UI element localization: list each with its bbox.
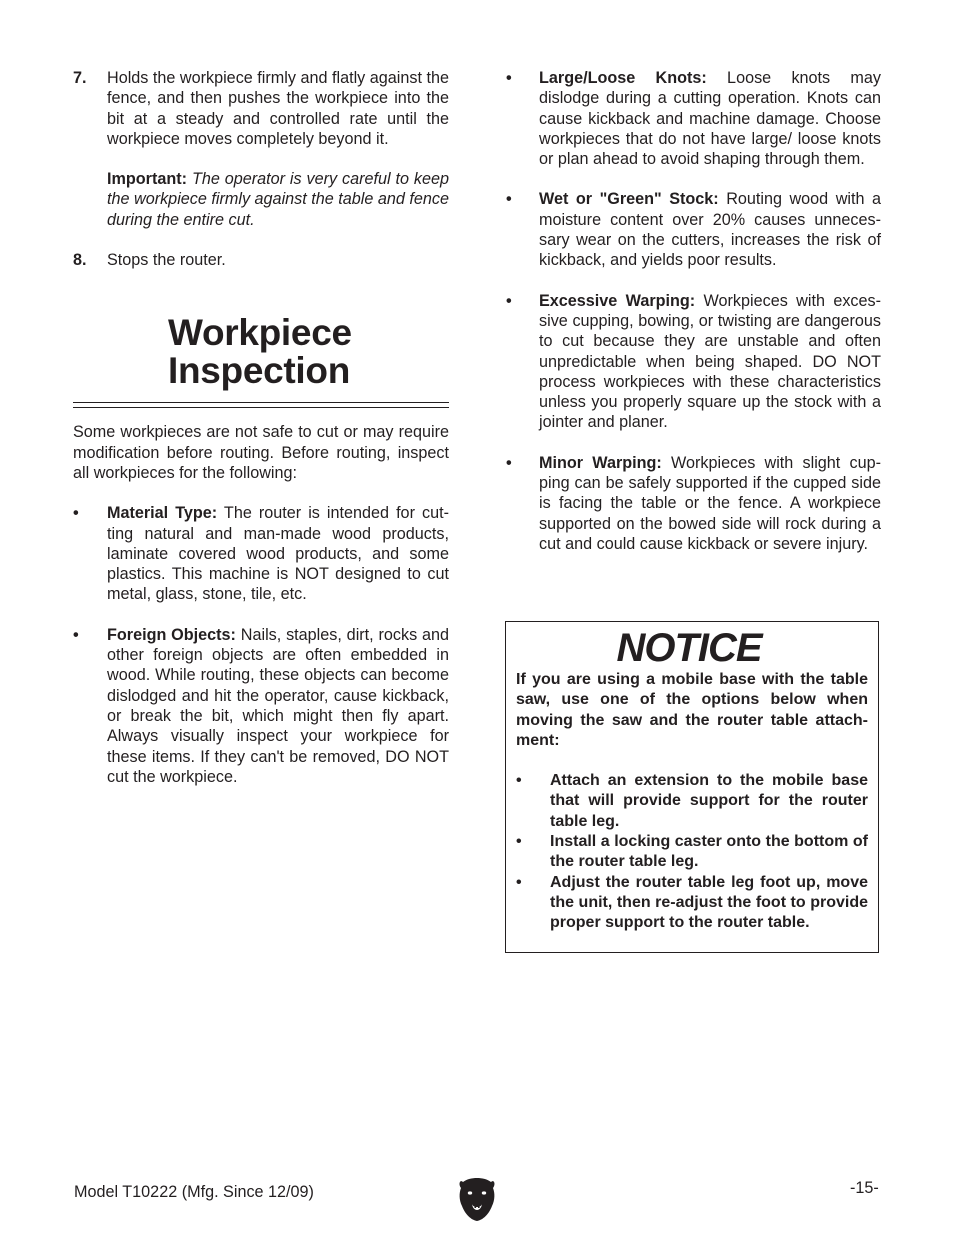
notice-box [505,621,879,953]
notice-list-item-text: Attach an extension to the mobile base that will provide support for the router table leg. [550,772,868,830]
important-label: Important: [107,170,188,189]
notice-list-item [516,771,868,832]
notice-list-item [516,873,868,934]
notice-list-item-text: Install a locking caster onto the bottom of the router table leg. [550,833,868,871]
step-8 [73,250,449,270]
list-item-label: Large/Loose Knots: [539,69,707,87]
step-text: Holds the workpiece firmly and flatly against the fence, and then pushes the workpiece into the bit at a steady and controlled rate until the workpiece moves completely beyond it. [107,69,449,148]
step-text: Stops the router. [107,251,226,270]
notice-list-item-text: Adjust the router table leg foot up, move the unit, then re-adjust the foot to provide proper support to the router table. [550,873,868,932]
bullet-icon: • [506,291,512,310]
bullet-icon: • [516,873,522,891]
notice-title: NOTICE [616,626,762,670]
list-item [73,625,449,787]
list-item-text: The router is intended for cutting natural and man-made wood products, laminate covered wood products, and some plastics. This machine is NOT designed to cut metal, glass, stone, tile, etc. [107,504,449,604]
list-item-text: Workpieces with excessive cupping, bowing, or twisting are dangerous to cut because they are unstable and often unpredictable when being shaped. DO NOT process workpieces with these characteristics unless you properly square up the stock with a jointer and planer. [539,291,881,432]
list-item [506,189,881,270]
list-item-text: Routing wood with a moisture content over 20% causes unnecessary wear on the cutters, increases the risk of kickback, and yields poor results. [539,190,881,270]
bullet-icon: • [506,69,512,87]
important-note [73,169,449,230]
list-item-text: Loose knots may dislodge during a cutting operation. Knots can cause kickback and machine damage. Choose workpieces that do not have large/ loose knots or plan ahead to avoid shaping through them. [539,69,881,169]
section-heading [168,314,449,390]
list-item [506,68,881,169]
bullet-icon: • [516,772,522,790]
heading-line: Inspection [168,350,351,392]
list-item [73,503,449,604]
step-number: 7. [73,69,87,87]
notice-text: If you are using a mobile base with the table saw, use one of the options below when moving the saw and the router table attachment: [516,671,868,749]
intro-paragraph: Some workpieces are not safe to cut or may require modification before routing. Before routing, inspect all workpieces for the following: [73,423,449,482]
list-item-label: Wet or "Green" Stock: [539,190,719,209]
list-item [506,291,881,433]
bear-head-logo-icon [458,1178,496,1222]
notice-list [516,771,868,933]
notice-list-item [516,832,868,873]
heading-line: Workpiece [168,312,352,354]
list-item-text: Workpieces with slight cupping can be safely supported if the cupped side is facing the table or the fence. A workpiece supported on the bowed side will rock during a cut and could cause kickback or severe injury. [539,453,881,553]
list-item [506,453,881,554]
step-7 [73,68,449,149]
page-number: -15- [850,1179,879,1197]
list-item-label: Material Type: [107,504,218,523]
bullet-icon: • [73,504,79,523]
step-number: 8. [73,251,87,270]
left-column [73,68,449,787]
bullet-icon: • [516,833,522,851]
list-item-label: Foreign Objects: [107,625,236,644]
bullet-icon: • [73,625,79,644]
right-column [506,68,881,574]
bullet-icon: • [506,190,512,209]
important-text: The operator is very careful to keep the workpiece firmly against the table and fence during the entire cut. [107,170,449,229]
list-item-label: Minor Warping: [539,453,662,472]
list-item-label: Excessive Warping: [539,291,696,310]
bullet-icon: • [506,453,512,472]
heading-rule [73,402,449,408]
footer-model: Model T10222 (Mfg. Since 12/09) [74,1183,314,1201]
list-item-text: Nails, staples, dirt, rocks and other foreign objects are often embedded in wood. While routing, these objects can become dislodged and hit the operator, cause kickback, or break the bit, which might then fly apart. Always visually inspect your workpiece for these items. If they can't be removed, DO NOT cut the workpiece. [107,625,449,786]
